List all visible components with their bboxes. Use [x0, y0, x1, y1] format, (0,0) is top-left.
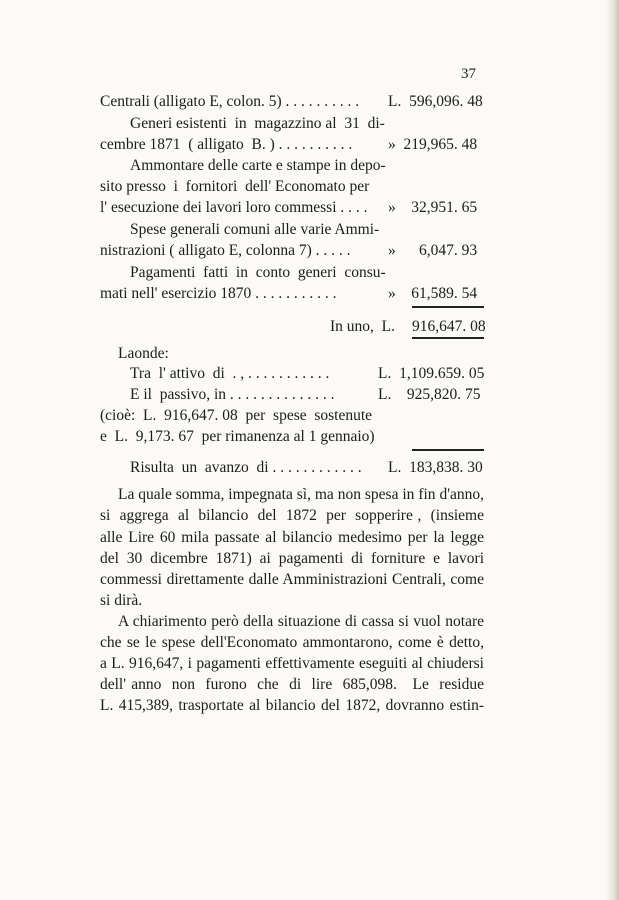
line-generi: Generi esistenti in magazzino al 31 di- — [130, 115, 385, 132]
amount-pagamenti: » 61,589. 54 — [388, 285, 478, 302]
line-cioe-1: (cioè: L. 916,647. 08 per spese sostenute — [100, 407, 373, 424]
total-rule — [412, 337, 484, 339]
line-esecuzione: l' esecuzione dei lavori loro commessi . . . . — [100, 199, 368, 216]
amount-generi: » 219,965. 48 — [388, 136, 478, 153]
amount-attivo: L. 1,109.659. 05 — [378, 365, 485, 382]
paragraph-1-line-6: si dirà. — [100, 592, 143, 609]
amount-carte: » 32,951. 65 — [388, 199, 478, 216]
line-ammontare: Ammontare delle carte e stampe in depo- — [130, 157, 386, 174]
amount-avanzo: L. 183,838. 30 — [388, 459, 483, 476]
line-dicembre: cembre 1871 ( alligato B. ) . . . . . . . . . . — [100, 136, 353, 153]
paragraph-1-line-2: si aggrega al bilancio del 1872 per sopperire , (insieme — [100, 507, 484, 524]
amount-centrali: L. 596,096. 48 — [388, 93, 483, 110]
diff-rule — [412, 449, 484, 451]
paragraph-1-line-4: del 30 dicembre 1871) ai pagamenti di forniture e lavori — [100, 550, 484, 567]
paragraph-2-line-3: a L. 916,647, i pagamenti effettivamente eseguiti al chiudersi — [100, 655, 484, 672]
laonde: Laonde: — [118, 345, 169, 362]
line-cioe-2: e L. 9,173. 67 per rimanenza al 1 gennaio) — [100, 428, 375, 445]
sum-rule — [412, 306, 484, 308]
line-sito: sito presso i fornitori dell' Economato per — [100, 178, 370, 195]
paragraph-1-line-3: alle Lire 60 mila passate al bilancio medesimo per la legge — [100, 529, 484, 546]
line-avanzo: Risulta un avanzo di . . . . . . . . . . . . — [130, 459, 362, 476]
amount-spese: » 6,047. 93 — [388, 242, 478, 259]
line-esercizio: mati nell' esercizio 1870 . . . . . . . . . . . — [100, 285, 337, 302]
paragraph-2-line-2: che se le spese dell'Economato ammontarono, come è detto, — [100, 634, 484, 651]
line-attivo: Tra l' attivo di . , . . . . . . . . . . . — [130, 365, 330, 382]
paragraph-1-line-5: commessi direttamente dalle Amministrazioni Centrali, come — [100, 571, 484, 588]
amount-passivo: L. 925,820. 75 — [378, 386, 481, 403]
paragraph-2-line-4: dell' anno non furono che di lire 685,098. Le residue — [100, 676, 484, 693]
paragraph-2-line-1: A chiarimento però della situazione di cassa si vuol notare — [118, 613, 484, 630]
paragraph-1-line-1: La quale somma, impegnata sì, ma non spesa in fin d'anno, — [118, 486, 484, 503]
total-label: In uno, L. — [330, 318, 396, 335]
line-amministrazioni: nistrazioni ( alligato E, colonna 7) . . . . . — [100, 242, 351, 259]
line-passivo: E il passivo, in . . . . . . . . . . . . . . — [130, 386, 335, 403]
line-pagamenti: Pagamenti fatti in conto generi consu- — [130, 264, 386, 281]
line-centrali: Centrali (alligato E, colon. 5) . . . . . . . . . . — [100, 93, 360, 110]
paragraph-2-line-5: L. 415,389, trasportate al bilancio del 1872, dovranno estin- — [100, 697, 484, 714]
page-edge — [605, 0, 619, 900]
page-number: 37 — [461, 66, 476, 82]
total-amount: 916,647. 08 — [412, 318, 486, 335]
line-spese: Spese generali comuni alle varie Ammi- — [130, 221, 380, 238]
